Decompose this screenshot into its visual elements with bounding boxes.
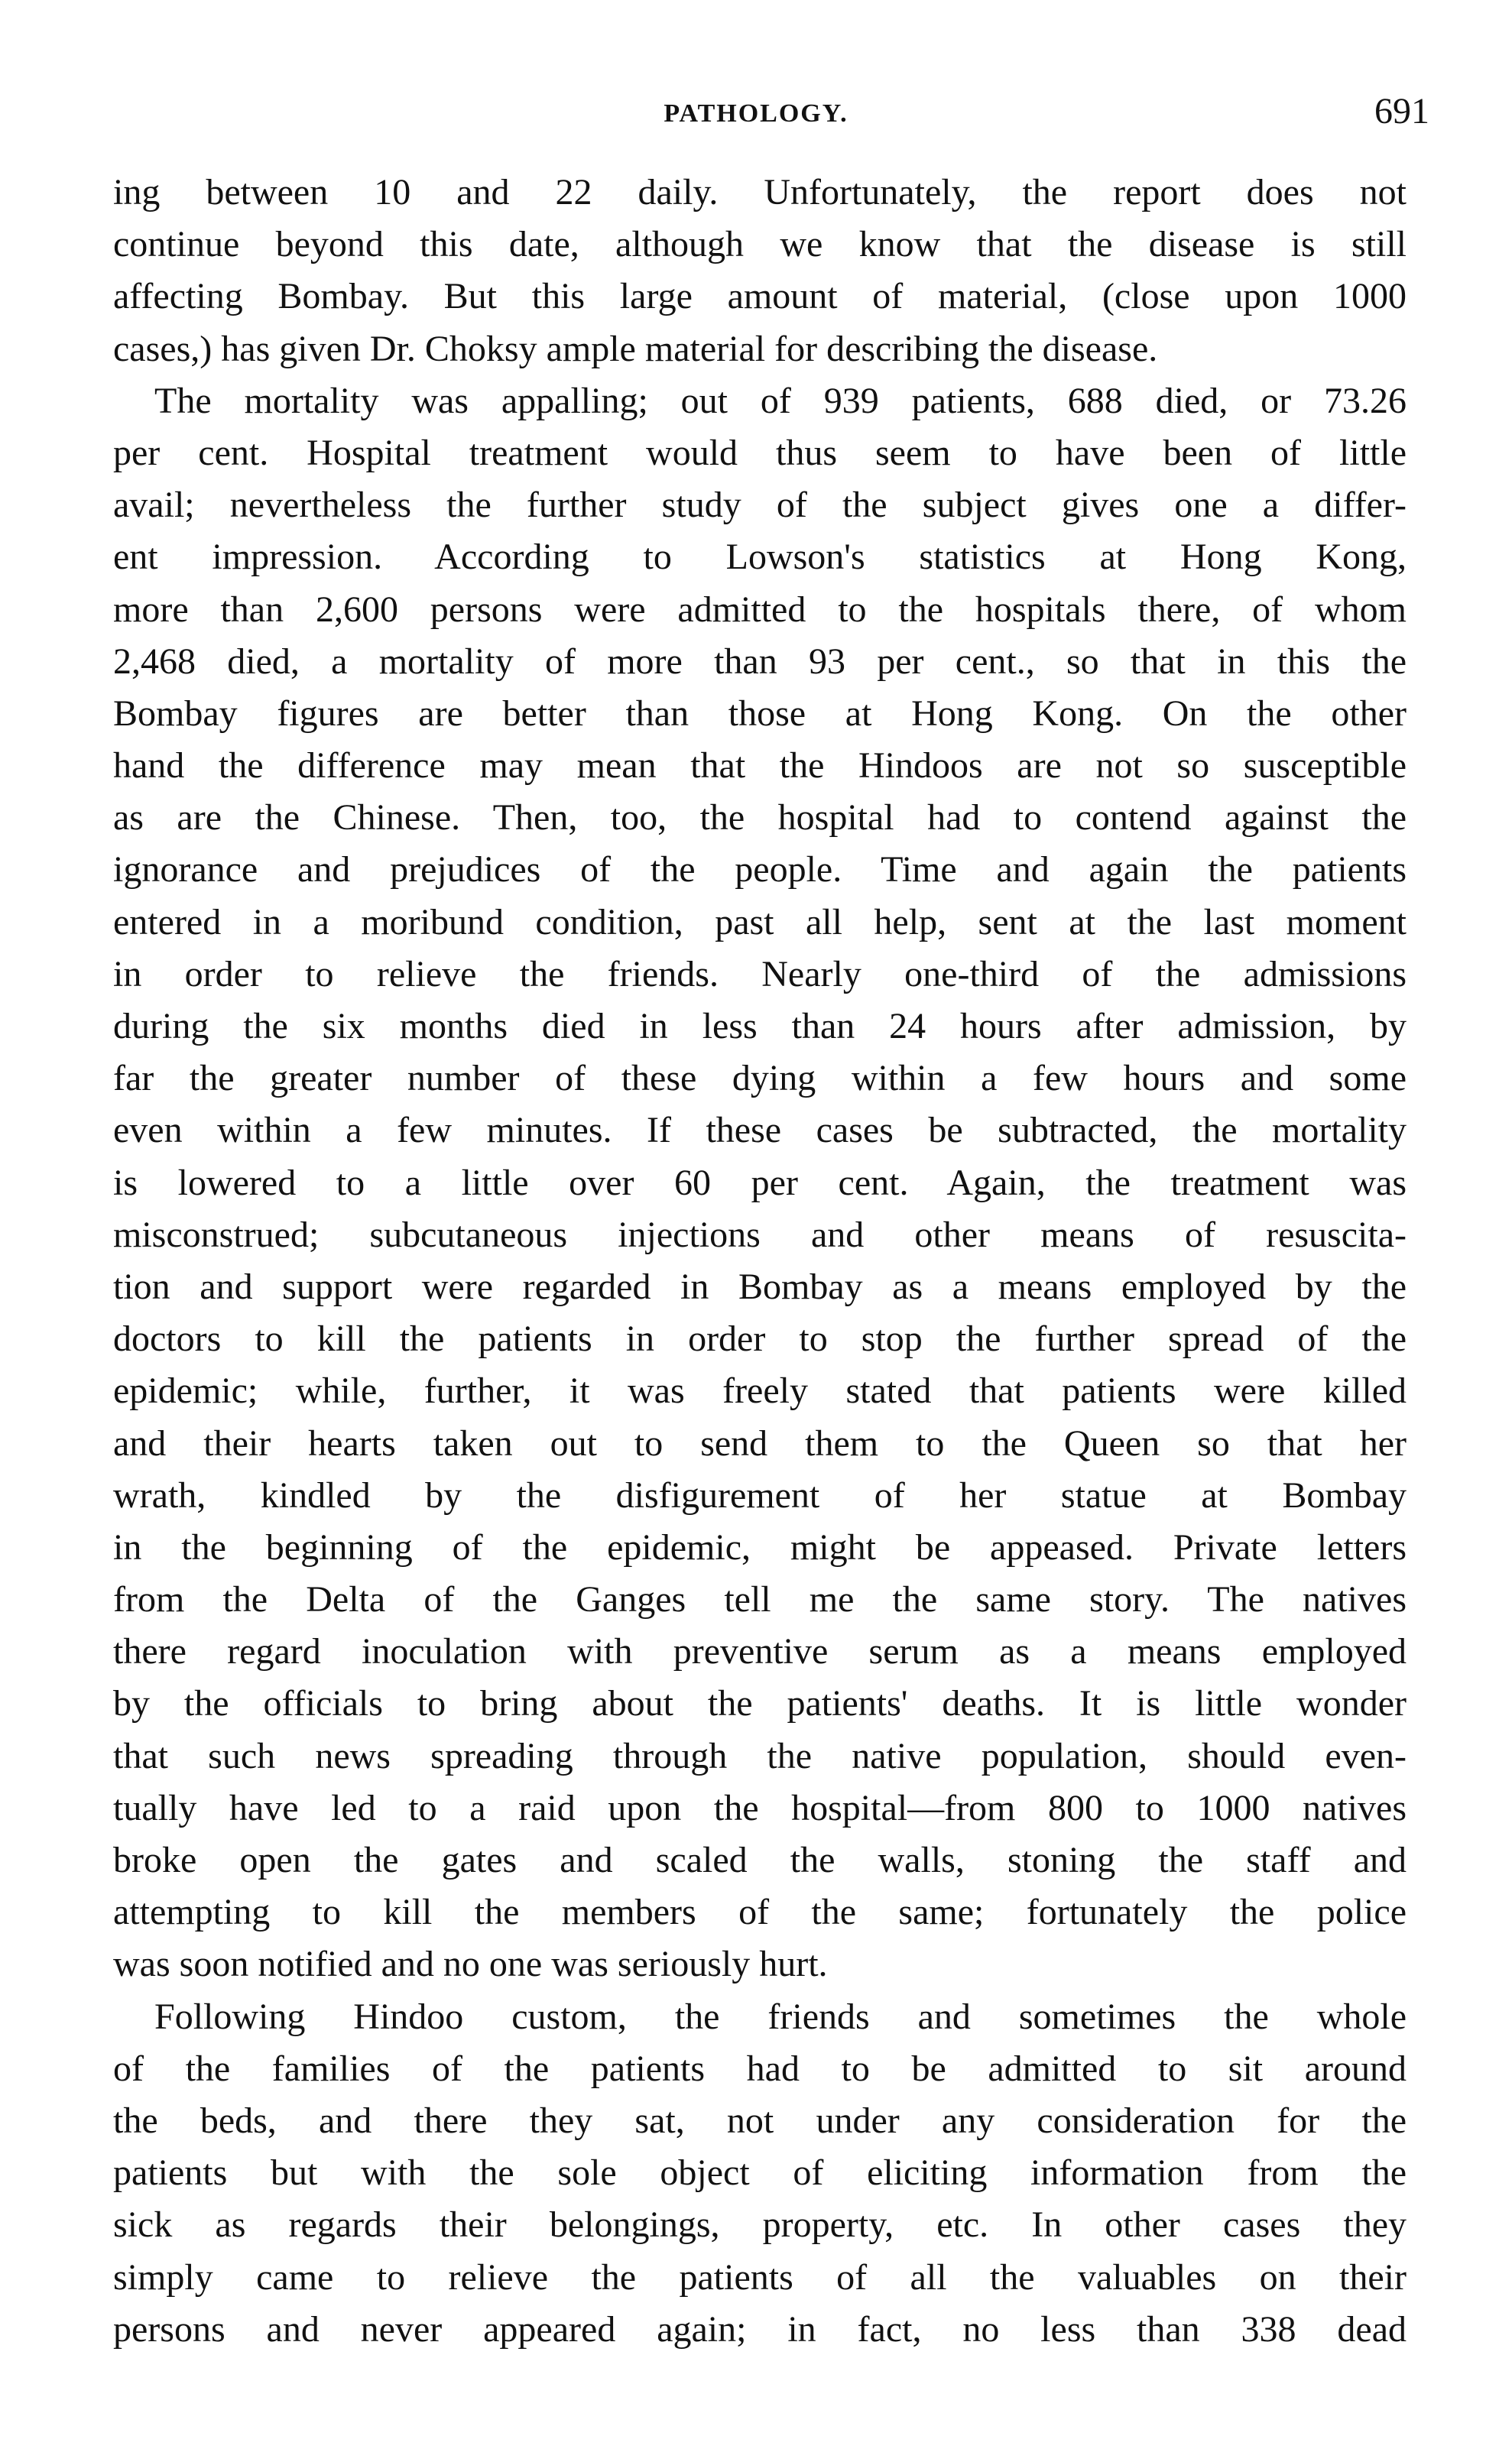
text-line: avail; nevertheless the further study of the subject gives one a differ- bbox=[113, 485, 1407, 526]
text-line: ing between 10 and 22 daily. Unfortunately, the report does not bbox=[113, 172, 1407, 212]
page-number: 691 bbox=[1374, 91, 1429, 131]
text-line: tion and support were regarded in Bombay as a means employed by the bbox=[113, 1266, 1407, 1307]
text-line: broke open the gates and scaled the walls, stoning the staff and bbox=[113, 1840, 1407, 1880]
text-line: ent impression. According to Lowson's statistics at Hong Kong, bbox=[113, 537, 1407, 578]
text-line: from the Delta of the Ganges tell me the same story. The natives bbox=[113, 1579, 1407, 1620]
text-line: wrath, kindled by the disfigurement of her statue at Bombay bbox=[113, 1474, 1407, 1516]
text-line: by the officials to bring about the patients' deaths. It is little wonder bbox=[113, 1683, 1407, 1724]
text-line: attempting to kill the members of the same; fortunately the police bbox=[113, 1892, 1407, 1933]
text-line: hand the difference may mean that the Hindoos are not so susceptible bbox=[113, 745, 1407, 787]
text-line: persons and never appeared again; in fact, no less than 338 dead bbox=[113, 2308, 1407, 2350]
text-line: The mortality was appalling; out of 939 patients, 688 died, or 73.26 bbox=[154, 380, 1407, 421]
paragraph-2 bbox=[113, 375, 1407, 1991]
text-line: continue beyond this date, although we know that the disease is still bbox=[113, 224, 1407, 265]
text-line: affecting Bombay. But this large amount of material, (close upon 1000 bbox=[113, 276, 1407, 317]
text-line: there regard inoculation with preventive serum as a means employed bbox=[113, 1631, 1407, 1672]
text-line: and their hearts taken out to send them to the Queen so that her bbox=[113, 1422, 1407, 1464]
text-line: tually have led to a raid upon the hospital—from 800 to 1000 natives bbox=[113, 1787, 1407, 1828]
text-line: epidemic; while, further, it was freely stated that patients were killed bbox=[113, 1370, 1407, 1412]
text-line: far the greater number of these dying within a few hours and some bbox=[113, 1058, 1407, 1099]
text-line: ignorance and prejudices of the people. Time and again the patients bbox=[113, 849, 1407, 890]
text-line: even within a few minutes. If these cases be subtracted, the mortality bbox=[113, 1110, 1407, 1151]
text-line: more than 2,600 persons were admitted to the hospitals there, of whom bbox=[113, 589, 1407, 630]
text-line: was soon notified and no one was seriously hurt. bbox=[113, 1944, 828, 1985]
text-line: in order to relieve the friends. Nearly one-third of the admissions bbox=[113, 953, 1407, 994]
text-line: as are the Chinese. Then, too, the hospital had to contend against the bbox=[113, 797, 1407, 838]
text-line: patients but with the sole object of eliciting information from the bbox=[113, 2152, 1407, 2194]
text-line: the beds, and there they sat, not under any consideration for the bbox=[113, 2100, 1407, 2141]
running-title: PATHOLOGY. bbox=[664, 99, 848, 128]
text-line: doctors to kill the patients in order to stop the further spread of the bbox=[113, 1319, 1407, 1360]
text-line: per cent. Hospital treatment would thus seem to have been of little bbox=[113, 432, 1407, 473]
text-line: entered in a moribund condition, past all help, sent at the last moment bbox=[113, 901, 1407, 942]
text-line: Bombay figures are better than those at Hong Kong. On the other bbox=[113, 693, 1407, 734]
body-text bbox=[113, 167, 1407, 2356]
text-line: simply came to relieve the patients of all the valuables on their bbox=[113, 2256, 1407, 2298]
text-line: during the six months died in less than 24 hours after admission, by bbox=[113, 1006, 1407, 1046]
text-line: in the beginning of the epidemic, might be appeased. Private letters bbox=[113, 1526, 1407, 1568]
paragraph-3 bbox=[113, 1991, 1407, 2356]
text-line: 2,468 died, a mortality of more than 93 per cent., so that in this the bbox=[113, 641, 1407, 682]
text-line: of the families of the patients had to be admitted to sit around bbox=[113, 2048, 1407, 2089]
text-line: cases,) has given Dr. Choksy ample material for describing the disease. bbox=[113, 328, 1158, 369]
paragraph-1 bbox=[113, 167, 1407, 375]
text-line: sick as regards their belongings, property, etc. In other cases they bbox=[113, 2204, 1407, 2246]
text-line: that such news spreading through the native population, should even- bbox=[113, 1735, 1407, 1776]
text-line: misconstrued; subcutaneous injections and other means of resuscita- bbox=[113, 1214, 1407, 1255]
text-line: Following Hindoo custom, the friends and sometimes the whole bbox=[154, 1996, 1407, 2037]
running-head bbox=[0, 90, 1512, 136]
text-line: is lowered to a little over 60 per cent. Again, the treatment was bbox=[113, 1162, 1407, 1203]
